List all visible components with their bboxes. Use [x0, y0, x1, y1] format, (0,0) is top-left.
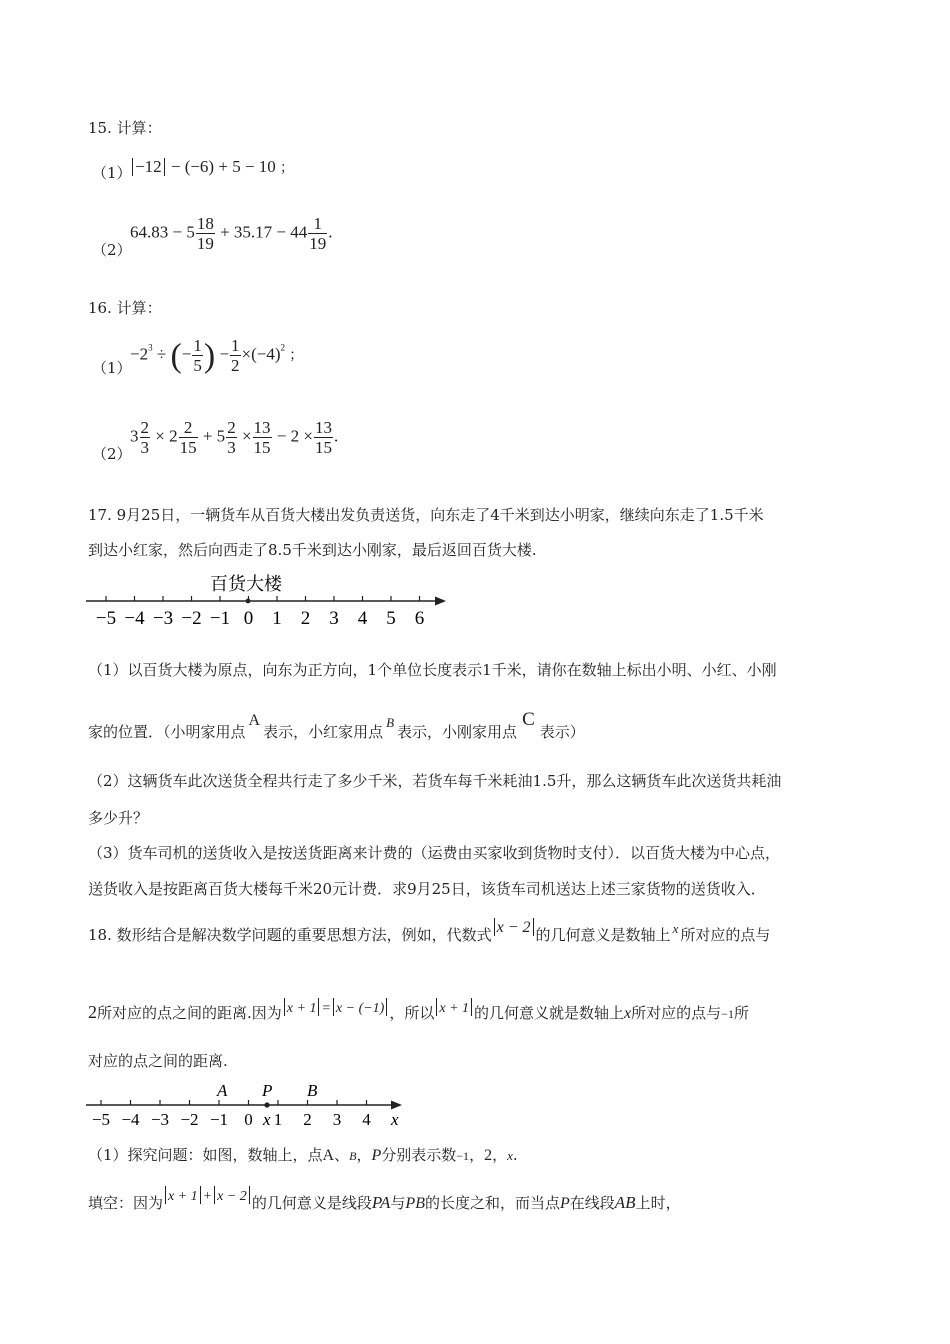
q17-tick-label: 2 — [300, 608, 311, 629]
q18-p1-sep3: ， — [469, 1146, 485, 1164]
q18-p1-end: . — [512, 1146, 518, 1164]
q16-neg: − — [181, 344, 192, 364]
q18-tick-label: −4 — [121, 1110, 140, 1129]
fraction: $\frac{1}{2}$ — [231, 336, 240, 375]
q18-l2-abs1 — [282, 1001, 390, 1016]
q18-tick-label: −5 — [91, 1110, 111, 1129]
fraction: $\frac{2}{3}$ — [227, 418, 236, 457]
q18-tick-label: 4 — [362, 1110, 371, 1129]
q16-w1: 3 — [130, 426, 139, 446]
q18-fill-b: 的几何意义是线段 — [251, 1194, 372, 1212]
q18-axis-arrow — [391, 1101, 402, 1110]
q18-p1-n2: 2 — [484, 1147, 493, 1164]
q18-tick-label: 2 — [303, 1110, 312, 1129]
q15-part2-label: （2） — [92, 241, 132, 259]
q18-label-a: A — [217, 1081, 228, 1100]
q17-tick-label: −3 — [152, 608, 174, 629]
q18-label-b: B — [307, 1081, 318, 1100]
q16-part1-label: （1） — [92, 359, 132, 377]
q18-fill-line — [88, 1189, 681, 1215]
q18-fill-a: 填空：因为 — [88, 1194, 164, 1212]
point-c-label: C — [522, 709, 535, 730]
q18-fill-e1: x + 1 — [168, 1189, 198, 1204]
q18-l2-eq: = — [321, 1001, 331, 1016]
q18-p1-n1: −1 — [456, 1149, 470, 1163]
q16-div: ÷ — [156, 344, 167, 364]
q17-tick-label: −1 — [209, 608, 231, 629]
q18-abs-inner: x − 2 — [496, 919, 531, 936]
q18-line3: 对应的点之间的距离. — [88, 1052, 228, 1070]
q15-paren: (−6) — [184, 157, 215, 176]
q17-tick-label: 1 — [272, 608, 282, 629]
q18-p1-B: B — [349, 1149, 357, 1163]
q16-part2-expression — [130, 418, 338, 457]
q17-part2-line1: （2）这辆货车此次送货全程共行走了多少千米，若货车每千米耗油1.5升，那么这辆货车此次送货共耗油 — [88, 772, 782, 790]
fraction: $\frac{1}{19}$ — [309, 214, 327, 253]
q18-l1-c: 所对应的点与 — [680, 926, 771, 944]
q18-abs-expr — [492, 919, 536, 936]
fraction: $\frac{1}{5}$ — [193, 336, 202, 375]
q18-part1-line — [88, 1145, 518, 1166]
q18-l2-e1: x + 1 — [286, 1001, 317, 1016]
q18-label-p: P — [262, 1081, 273, 1100]
q16-t2: + 5 — [202, 426, 226, 446]
q17-line2: 到达小红家，然后向西走了8.5千米到达小刚家，最后返回百货大楼. — [88, 541, 537, 559]
q15-title: 15. 计算： — [88, 119, 162, 137]
q18-number-line — [80, 1076, 420, 1132]
q18-l2-neg1: −1 — [721, 1007, 734, 1021]
q16-end: ； — [289, 348, 304, 364]
q17-tick-label: 3 — [329, 608, 339, 629]
q18-p1-a: （1）探究问题：如图，数轴上，点 — [88, 1146, 323, 1164]
q16-exp: 3 — [148, 342, 153, 353]
q18-l2-f: 所 — [733, 1004, 749, 1022]
q18-l2-c: ，所以 — [389, 1004, 435, 1022]
q16-tail: ×(−4) — [241, 344, 281, 364]
q16-t4: − 2 × — [276, 426, 313, 446]
q16-exp2: 2 — [280, 342, 286, 353]
q17-p1-text-a: 家的位置．（小明家用点 — [88, 723, 246, 741]
q16-part2-label: （2） — [92, 445, 132, 463]
q15-part1-label: （1） — [92, 164, 132, 182]
q18-l2-abs2 — [434, 1001, 474, 1016]
q15-p2-b: + 35.17 − 44 — [220, 222, 308, 242]
fraction: $\frac{2}{15}$ — [179, 418, 197, 457]
q18-p1-A: A — [322, 1147, 335, 1164]
q18-fill-e2: x − 2 — [217, 1189, 247, 1204]
q18-l2-e: 所对应的点与 — [631, 1004, 722, 1022]
point-a-label: A — [248, 712, 261, 729]
q18-tick-label: 1 — [273, 1110, 283, 1129]
q18-fill-plus: + — [202, 1189, 213, 1204]
q18-fill-f: 上时， — [635, 1194, 681, 1212]
q17-tick-label: 0 — [243, 608, 254, 629]
fraction: $\frac{2}{3}$ — [140, 418, 149, 457]
q18-l2-d: 的几何意义就是数轴上 — [474, 1004, 625, 1022]
q17-part1-line1: （1）以百货大楼为原点，向东为正方向，1个单位长度表示1千米，请你在数轴上标出小明、小红、小刚 — [88, 661, 777, 679]
q17-p1-text-d: 表示） — [539, 723, 585, 741]
q15-part1-expression — [130, 157, 294, 179]
q16-t1: × 2 — [155, 426, 178, 446]
q18-l2-two: 2 — [88, 1002, 97, 1022]
q15-p2-end: . — [328, 222, 333, 242]
q15-p2-a: 64.83 − 5 — [130, 222, 195, 242]
fraction: $\frac{13}{15}$ — [314, 418, 332, 457]
q18-fill-P: P — [559, 1195, 570, 1212]
q18-fill-d: 的长度之和，而当点 — [424, 1194, 560, 1212]
q15-end: ； — [280, 161, 295, 176]
q16-part1-expression: $-2^3$ ÷ (− $\frac{1}{5}$ ) − $\frac{1}{2}$ $\times(-4)^2$ ； — [130, 336, 304, 375]
q17-tick-label: −2 — [181, 608, 202, 629]
q17-line1: 17. 9月25日，一辆货车从百货大楼出发负责送货，向东走了4千米到达小明家，继续向东走了1.5千米 — [88, 506, 764, 524]
q18-p1-sep1: 、 — [334, 1146, 350, 1164]
fraction: $\frac{18}{19}$ — [196, 214, 214, 253]
q18-l1-x: x — [672, 921, 679, 936]
q18-fill-abs — [163, 1189, 252, 1204]
q16-base: −2 — [130, 344, 149, 364]
fraction: $\frac{13}{15}$ — [253, 418, 271, 457]
q16-title: 16. 计算： — [88, 299, 162, 317]
q18-fill-e: 在线段 — [569, 1194, 615, 1212]
q18-tick-label: −2 — [180, 1110, 199, 1129]
q18-tick-label: 3 — [332, 1110, 342, 1129]
q17-tick-label: 6 — [414, 608, 425, 629]
q16-p2-end: . — [333, 426, 339, 446]
q17-tick-label: −5 — [95, 608, 117, 629]
q17-p1-text-c: 表示，小刚家用点 — [397, 723, 518, 741]
q17-axis-arrow — [435, 597, 446, 606]
q15-part2-expression — [130, 214, 333, 253]
q17-number-line — [80, 568, 460, 630]
q16-minus: − — [219, 344, 230, 364]
q18-fill-c: 与 — [390, 1194, 406, 1212]
q18-p1-sep2: ， — [356, 1146, 372, 1164]
q18-fill-AB: AB — [614, 1193, 636, 1212]
q17-part3-line1: （3）货车司机的送货收入是按送货距离来计费的（运费由买家收到货物时支付）．以百货大楼为中心点， — [88, 844, 781, 862]
q17-p1-text-b: 表示，小红家用点 — [263, 723, 384, 741]
q18-x-under-p: x — [263, 1110, 271, 1129]
q18-line1 — [88, 919, 771, 946]
q18-point-p-dot — [264, 1102, 269, 1107]
q17-tick-label: 4 — [357, 608, 368, 629]
q17-tick-label: −4 — [124, 608, 145, 629]
q15-rest: + 5 − 10 — [218, 157, 276, 176]
q15-op: − — [170, 157, 181, 176]
q17-axis-title: 百货大楼 — [210, 574, 282, 594]
q18-l1-b: 的几何意义是数轴上 — [535, 926, 671, 944]
q18-tick-label: −1 — [209, 1110, 229, 1129]
q17-part1-line2 — [88, 709, 585, 743]
q18-fill-PB: PB — [405, 1195, 425, 1212]
q18-l2-e2: x − (−1) — [335, 1001, 385, 1016]
q17-part2-line2: 多少升？ — [88, 809, 149, 827]
q18-fill-PA: PA — [371, 1193, 391, 1212]
q17-tick-label: 5 — [386, 608, 396, 629]
q16-t3: × — [241, 426, 252, 446]
q18-p1-x: x — [507, 1148, 513, 1163]
q18-p1-b: 分别表示数 — [381, 1146, 457, 1164]
q18-axis-var: x — [391, 1110, 399, 1129]
q18-l2-x: x — [624, 1005, 632, 1022]
q17-part3-line2: 送货收入是按距离百货大楼每千米20元计费．求9月25日，该货车司机送达上述三家货物的送货收入． — [88, 880, 766, 898]
q18-l1-a: 18. 数形结合是解决数学问题的重要思想方法，例如，代数式 — [88, 926, 492, 944]
q18-line2 — [88, 1002, 749, 1025]
q18-tick-label: 0 — [244, 1110, 253, 1129]
q18-p1-P: P — [371, 1147, 382, 1164]
q15-abs-value: −12 — [135, 157, 162, 176]
q18-l2-e3: x + 1 — [439, 1001, 470, 1016]
q18-l2-b: 所对应的点之间的距离.因为 — [97, 1004, 282, 1022]
q18-tick-label: −3 — [150, 1110, 170, 1129]
point-b-label: B — [386, 715, 395, 730]
q18-p1-sep4: ， — [492, 1146, 508, 1164]
